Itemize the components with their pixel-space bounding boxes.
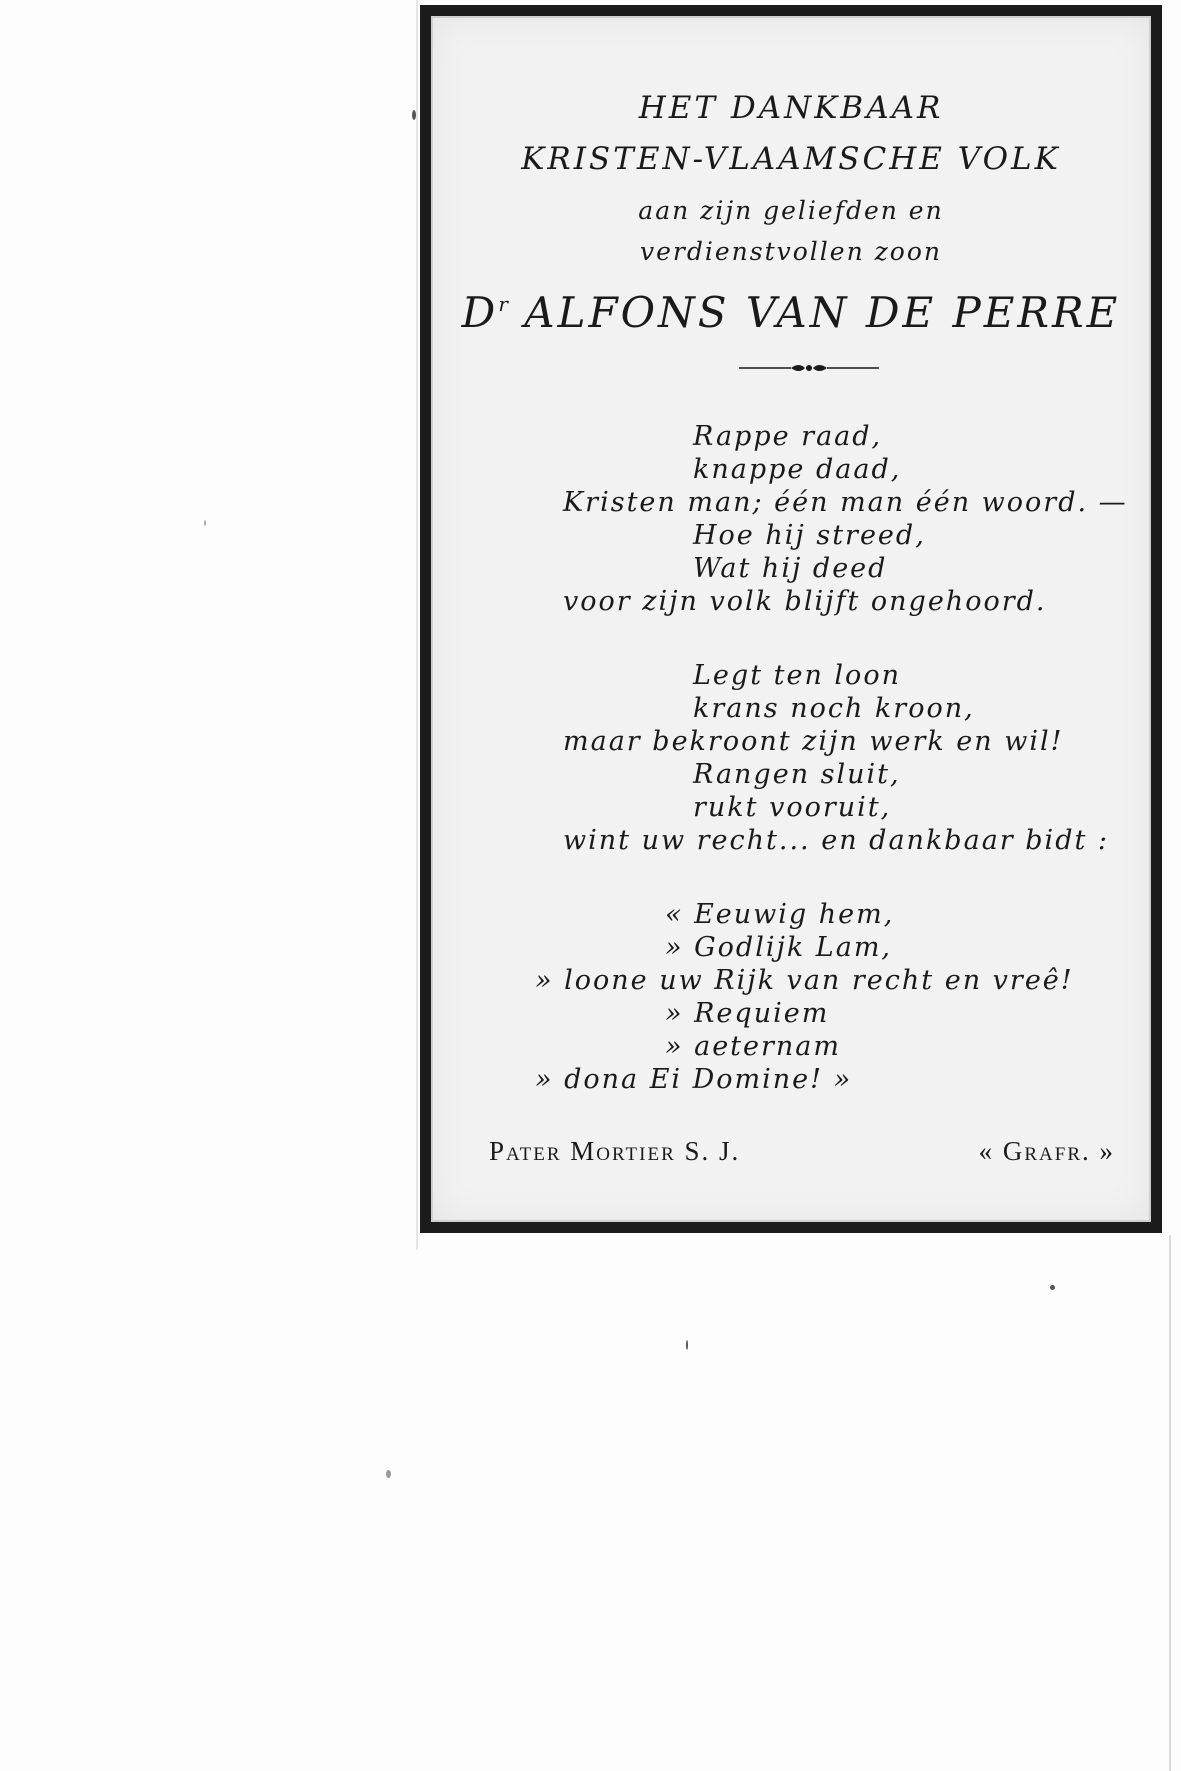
poem-line: Wat hij deed <box>693 553 888 584</box>
poem-line: wint uw recht... en dankbaar bidt : <box>563 825 1110 856</box>
scan-speck <box>386 1470 391 1478</box>
header-line-2: KRISTEN-VLAAMSCHE VOLK <box>521 141 1061 177</box>
scan-edge <box>1169 1235 1171 1771</box>
scan-speck <box>1050 1285 1055 1290</box>
poem-line: « Eeuwig hem, <box>665 899 895 930</box>
scan-speck <box>204 520 206 526</box>
honoree-name <box>431 288 1151 337</box>
scan-speck <box>412 110 416 120</box>
memorial-card <box>420 5 1162 1233</box>
poem-line: » Godlijk Lam, <box>665 932 893 963</box>
header-line-1: HET DANKBAAR <box>638 90 944 126</box>
scan-edge <box>416 0 418 1250</box>
poem-line: » Requiem <box>665 998 830 1029</box>
dedication-line-2: verdienstvollen zoon <box>639 237 943 266</box>
poem-line: Rappe raad, <box>693 421 883 452</box>
dedication-line-1: aan zijn geliefden en <box>638 196 944 225</box>
poem-line: » aeternam <box>665 1031 842 1062</box>
card-content <box>431 16 1151 1222</box>
poem-line: » dona Ei Domine! » <box>535 1064 853 1095</box>
ornamental-divider-icon <box>739 362 879 374</box>
poem-line: Kristen man; één man één woord. — <box>563 487 1128 518</box>
author-signature: Pater Mortier S. J. <box>489 1136 741 1166</box>
poem-line: Hoe hij streed, <box>693 520 926 551</box>
poem-line: Legt ten loon <box>693 660 901 691</box>
printer-credit: « Grafr. » <box>978 1136 1115 1166</box>
name-prefix: D <box>461 288 499 337</box>
scan-speck <box>686 1340 688 1350</box>
poem-line: rukt vooruit, <box>693 792 892 823</box>
poem-line: » loone uw Rijk van recht en vreê! <box>535 965 1074 996</box>
poem-line: voor zijn volk blijft ongehoord. <box>563 586 1047 617</box>
poem-line: knappe daad, <box>693 454 902 485</box>
poem-line: Rangen sluit, <box>693 759 901 790</box>
poem-line: krans noch kroon, <box>693 693 975 724</box>
poem-line: maar bekroont zijn werk en wil! <box>563 726 1064 757</box>
honoree-full-name: ALFONS VAN DE PERRE <box>524 288 1121 337</box>
name-prefix-superscript: r <box>498 292 508 316</box>
